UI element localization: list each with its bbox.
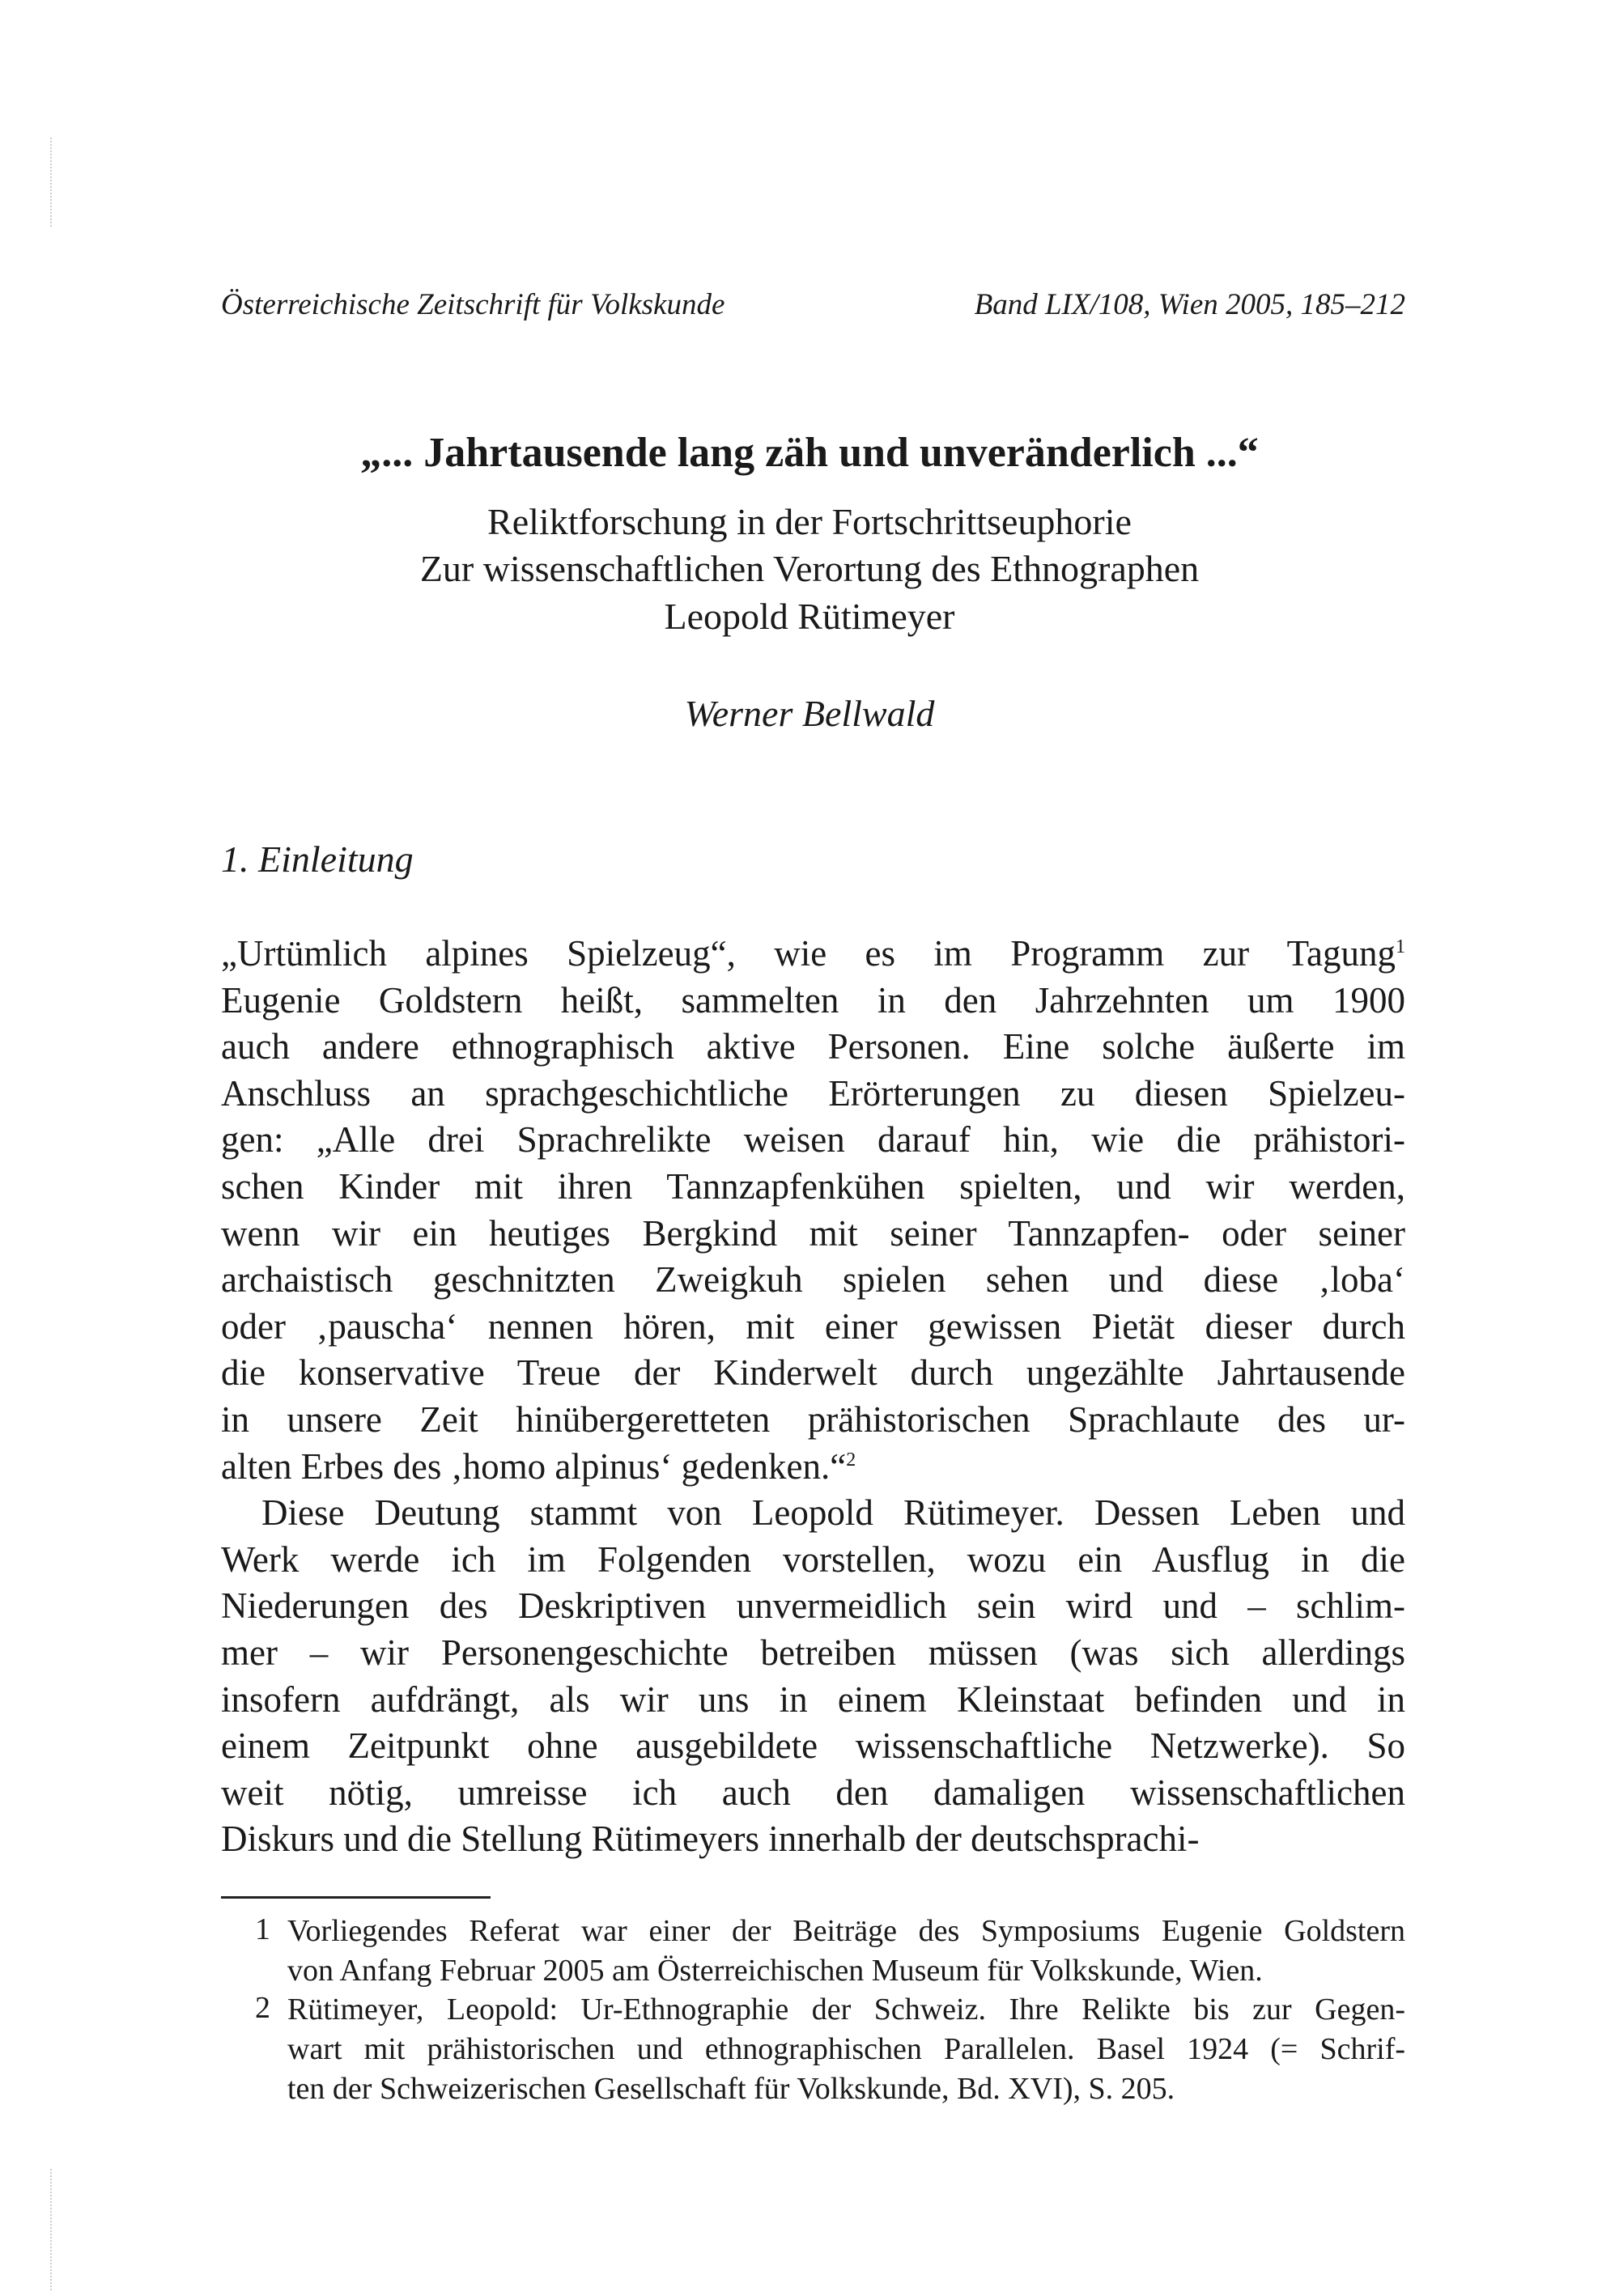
scan-margin-dots — [50, 138, 53, 227]
text-line-content: gen: „Alle drei Sprachrelikte weisen darauf hin, wie die prähistori- — [221, 1119, 1405, 1161]
footnote-separator — [221, 1896, 491, 1899]
article-subtitle-line: Leopold Rütimeyer — [664, 596, 955, 637]
text-line-content: archaistisch geschnitzten Zweigkuh spielen sehen und diese ‚loba‘ — [221, 1259, 1405, 1301]
text-line — [221, 1350, 1405, 1397]
text-line — [221, 1304, 1405, 1351]
text-line-content: Diskurs und die Stellung Rütimeyers innerhalb der deutschsprachi- — [221, 1819, 1200, 1860]
text-line-content: weit nötig, umreisse ich auch den damaligen wissenschaftlichen — [221, 1772, 1405, 1813]
text-line — [221, 1490, 1405, 1537]
text-line — [221, 1583, 1405, 1630]
text-line-content: in unsere Zeit hinübergeretteten prähistorischen Sprachlaute des ur- — [221, 1398, 1405, 1440]
article-title: „... Jahrtausende lang zäh und unveränderlich ...“ — [360, 430, 1259, 476]
text-line — [221, 931, 1405, 978]
footnote — [221, 1990, 1405, 2108]
text-line-content: alten Erbes des ‚homo alpinus‘ gedenken.“ — [221, 1445, 847, 1487]
footnotes — [221, 1912, 1405, 2108]
text-line-content: wenn wir ein heutiges Bergkind mit seiner Tannzapfen- oder seiner — [221, 1212, 1405, 1254]
text-line — [221, 1024, 1405, 1071]
text-line — [221, 1723, 1405, 1770]
text-line — [221, 1211, 1405, 1258]
text-line — [221, 1444, 1405, 1491]
running-header-journal: Österreichische Zeitschrift für Volkskunde — [221, 288, 725, 321]
text-line-content: auch andere ethnographisch aktive Personen. Eine solche äußerte im — [221, 1026, 1405, 1067]
footnote-ref: 1 — [1396, 936, 1405, 957]
footnote-number: 1 — [255, 1912, 270, 1946]
footnote-line: wart mit prähistorischen und ethnographischen Parallelen. Basel 1924 (= Schrif- — [287, 2032, 1405, 2067]
text-line — [221, 1677, 1405, 1724]
text-line-content: die konservative Treue der Kinderwelt durch ungezählte Jahrtausende — [221, 1352, 1405, 1394]
text-line-content: Diese Deutung stammt von Leopold Rütimeyer. Dessen Leben und — [261, 1492, 1405, 1534]
text-line-content: „Urtümlich alpines Spielzeug“, wie es im Programm zur Tagung — [221, 933, 1396, 974]
section-heading: 1. Einleitung — [221, 838, 414, 880]
text-line — [221, 1630, 1405, 1677]
text-line-content: oder ‚pauscha‘ nennen hören, mit einer gewissen Pietät dieser durch — [221, 1305, 1405, 1347]
author-name: Werner Bellwald — [684, 693, 935, 734]
footnote — [221, 1912, 1405, 1990]
article-subtitle-line: Zur wissenschaftlichen Verortung des Ethnographen — [419, 548, 1200, 589]
paragraph — [221, 1490, 1405, 1863]
text-line — [221, 1164, 1405, 1211]
text-line-content: insofern aufdrängt, als wir uns in einem Kleinstaat befinden und in — [221, 1678, 1405, 1720]
paragraph — [221, 931, 1405, 1490]
text-line — [221, 1537, 1405, 1584]
article-subtitle-line: Reliktforschung in der Fortschrittseuphorie — [487, 501, 1132, 542]
text-line-content: Werk werde ich im Folgenden vorstellen, wozu ein Ausflug in die — [221, 1538, 1405, 1580]
footnote-line: von Anfang Februar 2005 am Österreichischen Museum für Volkskunde, Wien. — [287, 1953, 1263, 1988]
text-line — [221, 1071, 1405, 1118]
text-line-content: schen Kinder mit ihren Tannzapfenkühen spielten, und wir werden, — [221, 1165, 1405, 1207]
footnote-line: Rütimeyer, Leopold: Ur-Ethnographie der Schweiz. Ihre Relikte bis zur Gegen- — [287, 1993, 1405, 2027]
scan-margin-dots — [50, 2169, 53, 2290]
text-line — [221, 1816, 1405, 1863]
body-text — [221, 931, 1405, 1863]
text-line — [221, 1117, 1405, 1164]
text-line-content: einem Zeitpunkt ohne ausgebildete wissenschaftliche Netzwerke). So — [221, 1725, 1405, 1767]
text-line-content: Niederungen des Deskriptiven unvermeidlich sein wird und – schlim- — [221, 1585, 1405, 1627]
text-line-content: mer – wir Personengeschichte betreiben müssen (was sich allerdings — [221, 1632, 1405, 1673]
footnote-line: ten der Schweizerischen Gesellschaft für Volkskunde, Bd. XVI), S. 205. — [287, 2071, 1175, 2106]
text-line — [221, 1257, 1405, 1304]
text-line-content: Anschluss an sprachgeschichtliche Erörterungen zu diesen Spielzeu- — [221, 1072, 1405, 1114]
footnote-number: 2 — [255, 1991, 270, 2026]
text-line-content: Eugenie Goldstern heißt, sammelten in den Jahrzehnten um 1900 — [221, 979, 1405, 1021]
running-header-issue: Band LIX/108, Wien 2005, 185–212 — [974, 288, 1405, 321]
text-line — [221, 1770, 1405, 1817]
footnote-ref: 2 — [846, 1449, 856, 1471]
text-line — [221, 1397, 1405, 1444]
footnote-line: Vorliegendes Referat war einer der Beiträge des Symposiums Eugenie Goldstern — [287, 1914, 1405, 1948]
text-line — [221, 978, 1405, 1025]
